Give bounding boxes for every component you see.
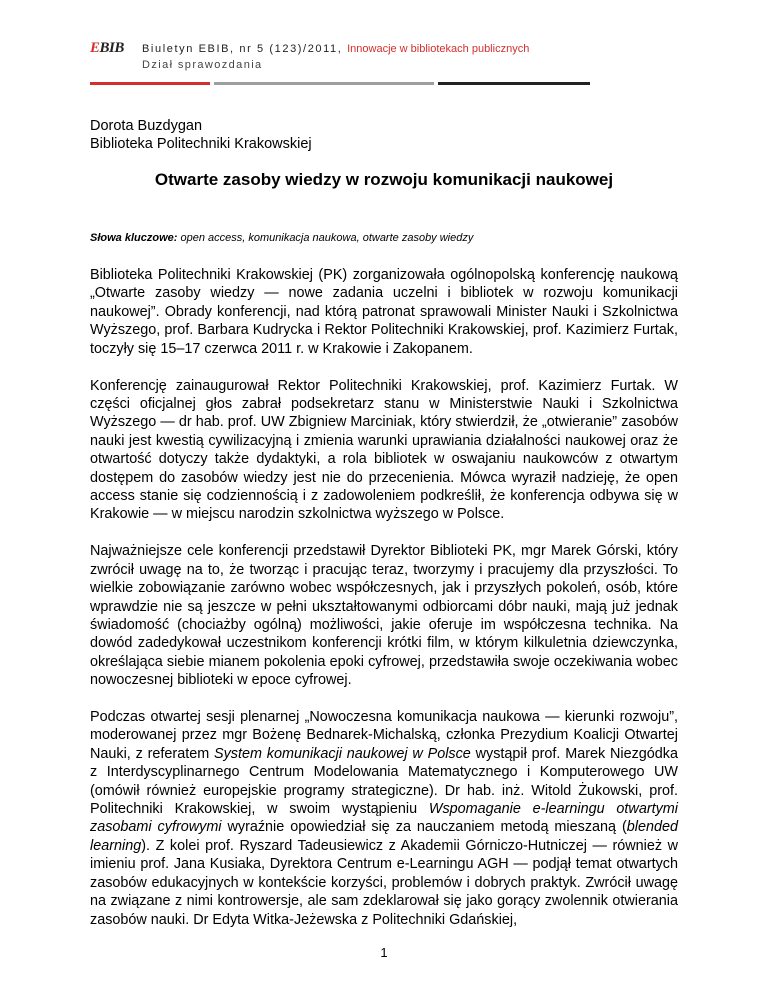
author-affiliation: Biblioteka Politechniki Krakowskiej xyxy=(90,136,312,152)
logo-letters: BIB xyxy=(99,40,124,56)
section-name: Dział sprawozdania xyxy=(142,59,263,71)
author-block xyxy=(90,117,312,153)
paragraph-4-text-d: ). Z kolei prof. Ryszard Tadeusiewicz z Akademii Górniczo-Hutniczej — również w imieniu prof. Jana Kusiaka, Dyrektora Centrum e-Learningu AGH — podjął temat otwartych zasobów edukacyjnych w kontekście korzyści, problemów i dobrych praktyk. Zwrócił uwagę na związane z nimi kontrowersje, ale sam zdeklarował się jako gorący zwolennik otwierania zasobów nauki. Dr Edyta Witka-Jeżewska z Politechniki Gdańskiej, xyxy=(90,837,678,928)
paragraph-1: Biblioteka Politechniki Krakowskiej (PK) zorganizowała ogólnopolską konferencję naukową „Otwarte zasoby wiedzy — nowe zadania uczelni i bibliotek w rozwoju komunikacji naukowej”. Obrady konferencji, nad którą patronat sprawowali Minister Nauki i Szkolnictwa Wyższego, prof. Barbara Kudrycka i Rektor Politechniki Krakowskiej, prof. Kazimierz Furtak, toczyły się 15–17 czerwca 2011 r. w Krakowie i Zakopanem. xyxy=(90,267,678,357)
header-rule-dark xyxy=(438,82,590,85)
keywords-text: open access, komunikacja naukowa, otwarte zasoby wiedzy xyxy=(180,232,474,244)
paragraph-3: Najważniejsze cele konferencji przedstawił Dyrektor Biblioteki PK, mgr Marek Górski, który zwrócił uwagę na to, że tworząc i pracując teraz, tworzymy i pracujemy dla przyszłości. To wielkie zobowiązanie zarówno wobec współczesnych, jak i przyszłych pokoleń, osób, które wprawdzie nie są jeszcze w pełni ukształtowanymi odbiorcami dóbr nauki, mają już jednak świadomość (chociażby ogólną) możliwości, jakie oferuje im współczesna technika. Na dowód zadedykował uczestnikom konferencji krótki film, w którym kilkuletnia dziewczynka, określająca siebie mianem pokolenia epoki cyfrowej, przedstawiła swoje oczekiwania wobec nowoczesnej biblioteki w epoce cyfrowej. xyxy=(90,543,678,689)
term-blended-learning: blended learning xyxy=(90,819,678,854)
header-rule-red xyxy=(90,82,210,85)
ebib-logo xyxy=(90,40,124,57)
paragraph-4-text-c: wyraźnie opowiedział się za nauczaniem metodą mieszaną ( xyxy=(221,819,627,836)
journal-issue: Biuletyn EBIB, nr 5 (123)/2011, xyxy=(142,43,343,55)
article-body xyxy=(90,266,678,947)
journal-line xyxy=(142,43,529,55)
keywords xyxy=(90,232,473,244)
paragraph-2: Konferencję zainaugurował Rektor Politechniki Krakowskiej, prof. Kazimierz Furtak. W części oficjalnej głos zabrał podsekretarz stanu w Ministerstwie Nauki i Szkolnictwa Wyższego — dr hab. prof. UW Zbigniew Marciniak, który stwierdził, że „otwieranie” zasobów nauki jest kwestią cywilizacyjną i zmienia warunki uprawiania działalności naukowej oraz że otwartość dotyczy także dydaktyki, a rola bibliotek w oswajaniu naukowców z otwartym dostępem do zasobów wiedzy jest nie do przecenienia. Mówca wyraził nadzieję, że open access stanie się codziennością i z zadowoleniem podkreślił, że konferencja odbywa się w Krakowie — w miejscu narodzin szkolnictwa wyższego w Polsce. xyxy=(90,377,678,523)
paragraph-4-text-a: Podczas otwartej sesji plenarnej „Nowoczesna komunikacja naukowa — kierunki rozwoju”, moderowanej przez mgr Bożenę Bednarek-Michalską, członka Prezydium Koalicji Otwartej Nauki, z referatem xyxy=(90,709,678,762)
article-title: Otwarte zasoby wiedzy w rozwoju komunikacji naukowej xyxy=(154,170,614,189)
paragraph-4 xyxy=(90,708,678,929)
page-number: 1 xyxy=(380,945,388,960)
paper-title-1: System komunikacji naukowej w Polsce xyxy=(214,745,471,762)
author-name: Dorota Buzdygan xyxy=(90,118,203,134)
issue-topic: Innowacje w bibliotekach publicznych xyxy=(347,43,530,55)
paper-title-2: Wspomaganie e-learningu otwartymi zasobami cyfrowymi xyxy=(90,801,678,836)
logo-letter-e: E xyxy=(90,40,100,56)
keywords-label: Słowa kluczowe: xyxy=(90,232,178,244)
paragraph-4-text-b: wystąpił prof. Marek Niezgódka z Interdyscyplinarnego Centrum Modelowania Matematycznego i Komputerowego UW (omówił również europejskie programy strategiczne). Dr hab. inż. Witold Żukowski, prof. Politechniki Krakowskiej, w swoim wystąpieniu xyxy=(90,745,678,818)
header-rule-gray xyxy=(214,82,434,85)
